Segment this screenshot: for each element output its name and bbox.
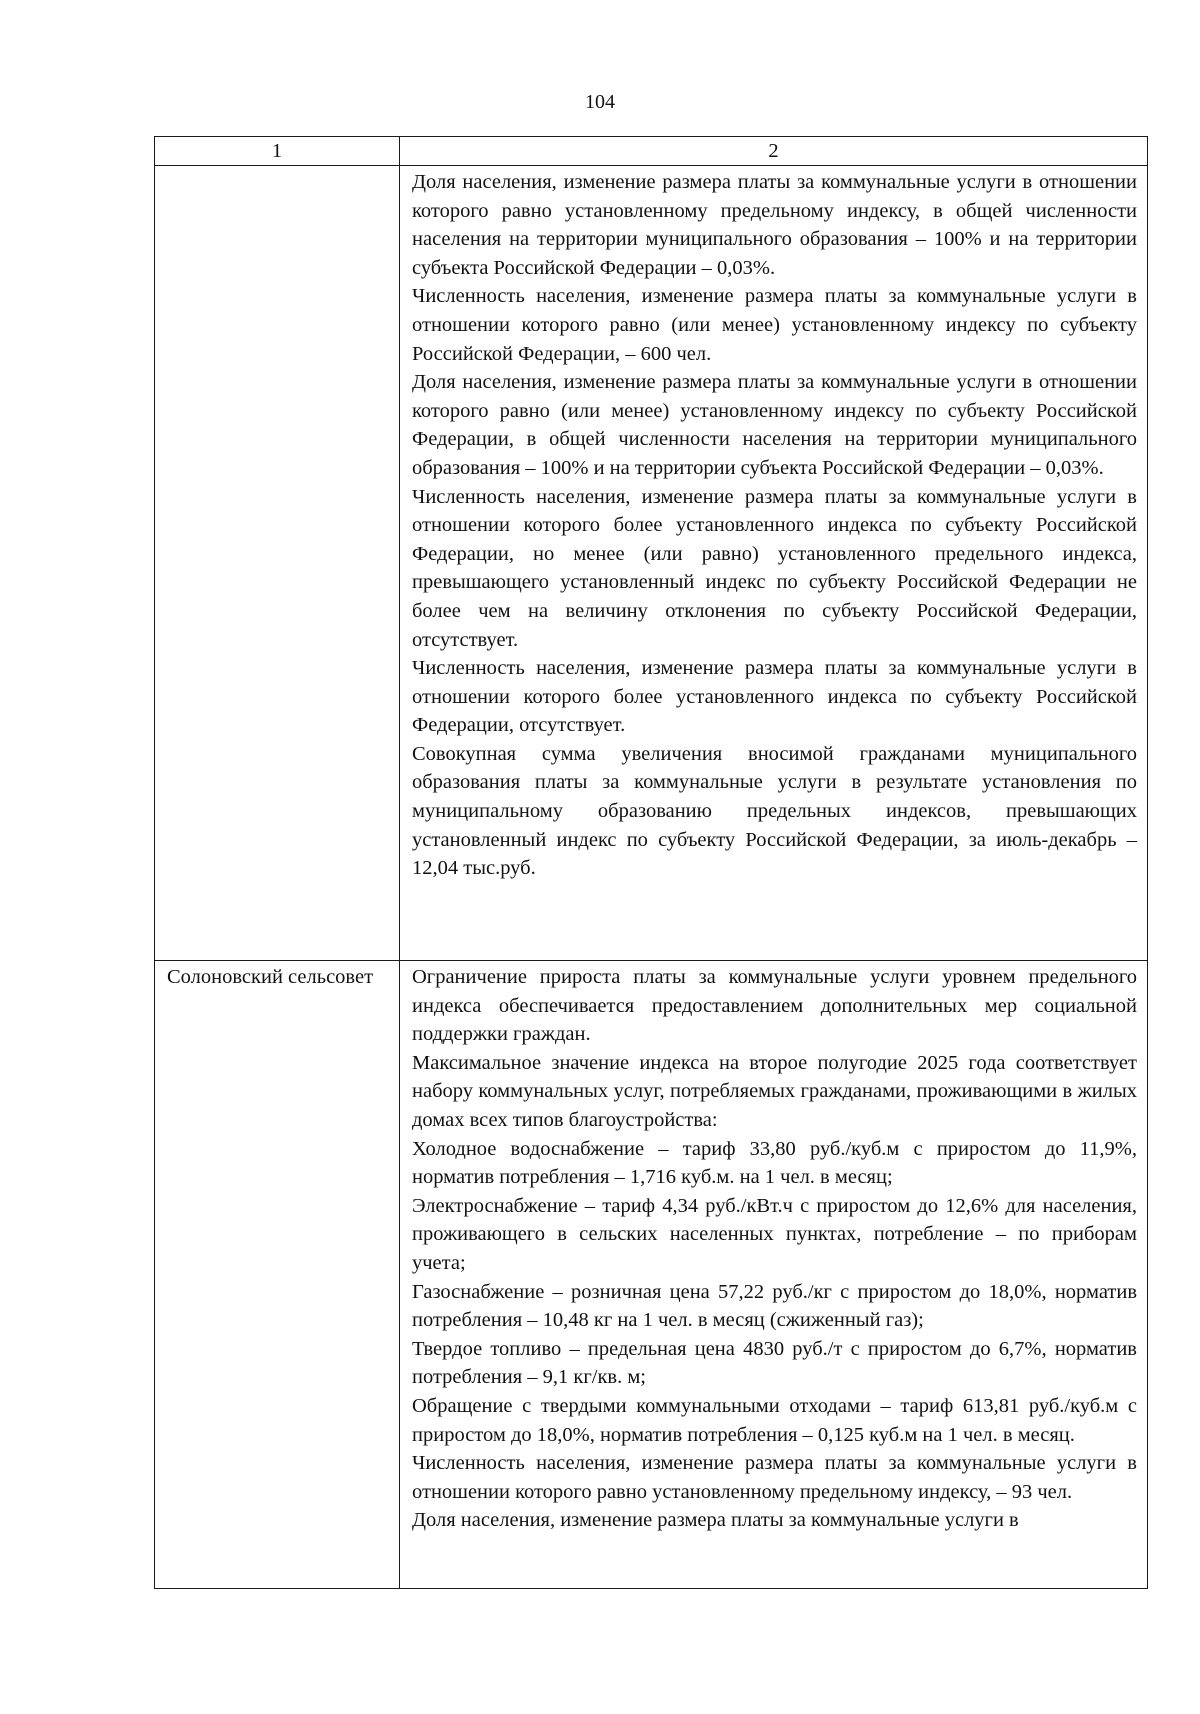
paragraph: Численность населения, изменение размера платы за коммунальные услуги в отношении которого более установленного индекса по субъекту Российской Федерации, отсутствует. <box>412 657 1137 737</box>
paragraph: Твердое топливо – предельная цена 4830 руб./т с приростом до 6,7%, норматив потребления – 9,1 кг/кв. м; <box>412 1337 1137 1389</box>
table-row <box>155 961 1148 1589</box>
description-cell <box>400 166 1148 961</box>
data-table <box>154 136 1148 1589</box>
paragraph: Доля населения, изменение размера платы за коммунальные услуги в <box>412 1509 1019 1532</box>
paragraph: Численность населения, изменение размера платы за коммунальные услуги в отношении которого равно установленному предельному индексу, – 93 чел. <box>412 1452 1137 1503</box>
column-header-1: 1 <box>155 137 400 166</box>
table-row <box>155 166 1148 961</box>
paragraph: Численность населения, изменение размера платы за коммунальные услуги в отношении которого более установленного индекса по субъекту Российской Федерации, но менее (или равно) установленного предельного индекса, превышающего установленный индекс по субъекту Российской Федерации не более чем на величину отклонения по субъекту Российской Федерации, отсутствует. <box>412 485 1137 651</box>
paragraph: Доля населения, изменение размера платы за коммунальные услуги в отношении которого равно установленному предельному индексу, в общей численности населения на территории муниципального образования – 100% и на территории субъекта Российской Федерации – 0,03%. <box>412 171 1137 279</box>
column-header-2: 2 <box>400 137 1148 166</box>
paragraph: Газоснабжение – розничная цена 57,22 руб./кг с приростом до 18,0%, норматив потребления – 10,48 кг на 1 чел. в месяц (сжиженный газ); <box>412 1280 1137 1332</box>
paragraph: Численность населения, изменение размера платы за коммунальные услуги в отношении которого равно (или менее) установленному индексу по субъекту Российской Федерации, – 600 чел. <box>412 285 1137 365</box>
paragraph: Обращение с твердыми коммунальными отходами – тариф 613,81 руб./куб.м с приростом до 18,0%, норматив потребления – 0,125 куб.м на 1 чел. в месяц. <box>412 1394 1137 1446</box>
page-number: 104 <box>585 91 615 113</box>
municipality-cell: Солоновский сельсовет <box>155 961 400 1589</box>
description-cell <box>400 961 1148 1589</box>
municipality-cell <box>155 166 400 961</box>
paragraph: Ограничение прироста платы за коммунальные услуги уровнем предельного индекса обеспечивается предоставлением дополнительных мер социальной поддержки граждан. <box>412 966 1137 1046</box>
table-header-row <box>155 137 1148 166</box>
paragraph: Совокупная сумма увеличения вносимой гражданами муниципального образования платы за коммунальные услуги в результате установления по муниципальному образованию предельных индексов, превышающих установленный индекс по субъекту Российской Федерации, за июль-декабрь – 12,04 тыс.руб. <box>412 742 1137 880</box>
paragraph: Максимальное значение индекса на второе полугодие 2025 года соответствует набору коммунальных услуг, потребляемых гражданами, проживающими в жилых домах всех типов благоустройства: <box>412 1051 1137 1131</box>
paragraph: Холодное водоснабжение – тариф 33,80 руб./куб.м с приростом до 11,9%, норматив потребления – 1,716 куб.м. на 1 чел. в месяц; <box>412 1137 1137 1189</box>
paragraph: Доля населения, изменение размера платы за коммунальные услуги в отношении которого равно (или менее) установленному индексу по субъекту Российской Федерации, в общей численности населения на территории муниципального образования – 100% и на территории субъекта Российской Федерации – 0,03%. <box>412 371 1137 479</box>
paragraph: Электроснабжение – тариф 4,34 руб./кВт.ч с приростом до 12,6% для населения, проживающего в сельских населенных пунктах, потребление – по приборам учета; <box>412 1194 1137 1274</box>
